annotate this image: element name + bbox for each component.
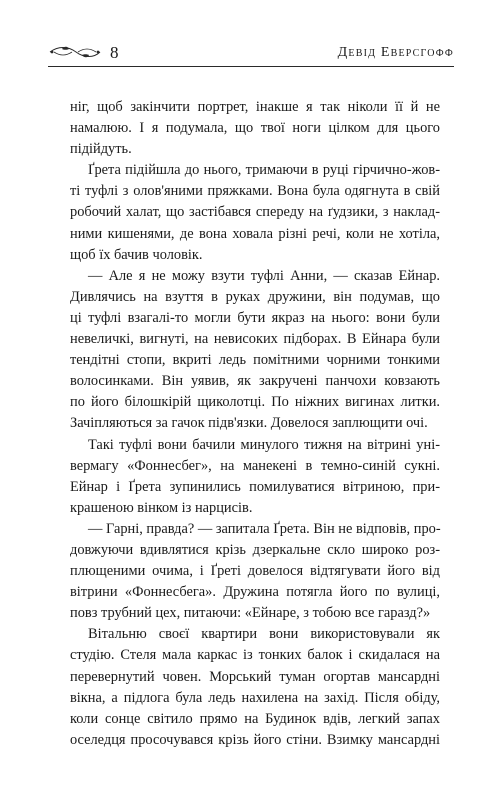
text-line: вермагу «Фоннесбег», на манекені в темно-синій сукні. xyxy=(70,457,440,474)
text-line: Ґрета підійшла до нього, тримаючи в руці гірчично-жов- xyxy=(88,162,440,179)
paragraph xyxy=(70,519,440,624)
text-line: підійдуть. xyxy=(70,141,132,158)
text-line: вітрини «Фоннесбега». Дружина потягла його по вулиці, xyxy=(70,584,440,601)
text-line: повз трубний цех, питаючи: «Ейнаре, з тобою все гаразд?» xyxy=(70,605,431,622)
text-line: ними кишенями, де вона ховала різні речі, коли не хотіла, xyxy=(70,225,440,242)
text-line: волосинками. Він уявив, як закручені панчохи ковзають xyxy=(70,373,440,390)
text-line: щоб їх бачив чоловік. xyxy=(70,246,203,263)
text-line: Зачіпляються за гачок підв'язки. Довелося заплющити очі. xyxy=(70,415,428,432)
paragraph xyxy=(70,97,440,160)
running-head xyxy=(48,38,454,68)
page-number: 8 xyxy=(110,43,119,62)
paragraph xyxy=(70,266,440,435)
text-line: студію. Стеля мала каркас із тонких балок і скидалася на xyxy=(70,647,440,664)
text-line: коли сонце світило прямо на Будинок вдів, легкий запах xyxy=(70,710,440,727)
text-line: вікна, а підлога була ледь нахилена на захід. Після обіду, xyxy=(70,689,440,706)
paragraph xyxy=(70,624,440,751)
paragraph xyxy=(70,435,440,519)
text-line: ніг, щоб закінчити портрет, інакше я так ніколи її й не xyxy=(70,99,440,115)
text-line: по його білошкірій щиколотці. По ніжних вигинах литки. xyxy=(70,394,440,411)
paragraph xyxy=(70,160,440,265)
text-line: плющеними очима, і Ґреті довелося відтягувати його від xyxy=(70,563,440,580)
text-line: намалюю. І я подумала, що твої ноги цілком для цього xyxy=(70,120,440,137)
text-line: Ейнар і Ґрета зупинились помилуватися вітриною, при- xyxy=(70,478,440,495)
text-line: ті туфлі з олов'яними пряжками. Вона була одягнута в свій xyxy=(70,183,440,200)
text-line: Вітальню своєї квартири вони використовували як xyxy=(88,626,440,643)
text-line: Дивлячись на взуття в руках дружини, він подумав, що xyxy=(70,288,440,305)
text-line: тендітні стопи, вкриті ледь помітними чорними тонкими xyxy=(70,352,440,369)
text-line: — Гарні, правда? — запитала Ґрета. Він не відповів, про- xyxy=(88,520,441,537)
text-line: Такі туфлі вони бачили минулого тижня на вітрині уні- xyxy=(88,436,440,453)
text-line: крашеною вінком із нарцисів. xyxy=(70,499,253,516)
floral-ornament-icon xyxy=(48,44,102,60)
header-rule xyxy=(48,66,454,67)
text-line: оселедця просочувався крізь його стіни. Взимку мансардні xyxy=(70,731,440,748)
text-line: невеличкі, вигнуті, на невисоких підборах. В Ейнара були xyxy=(70,331,440,348)
text-line: перевернутий човен. Морський туман огортав мансардні xyxy=(70,668,440,685)
text-line: робочий халат, що застібався спереду на ґудзики, з наклад- xyxy=(70,204,440,221)
text-line: — Але я не можу взути туфлі Анни, — сказав Ейнар. xyxy=(88,267,440,284)
running-head-author: Девід Еверсгофф xyxy=(337,45,454,60)
text-line: ці туфлі взагалі-то могли бути якраз на нього: вони були xyxy=(70,309,440,326)
text-line: довжуючи вдивлятися крізь дзеркальне скло широко роз- xyxy=(70,541,440,558)
body-text xyxy=(70,97,440,751)
